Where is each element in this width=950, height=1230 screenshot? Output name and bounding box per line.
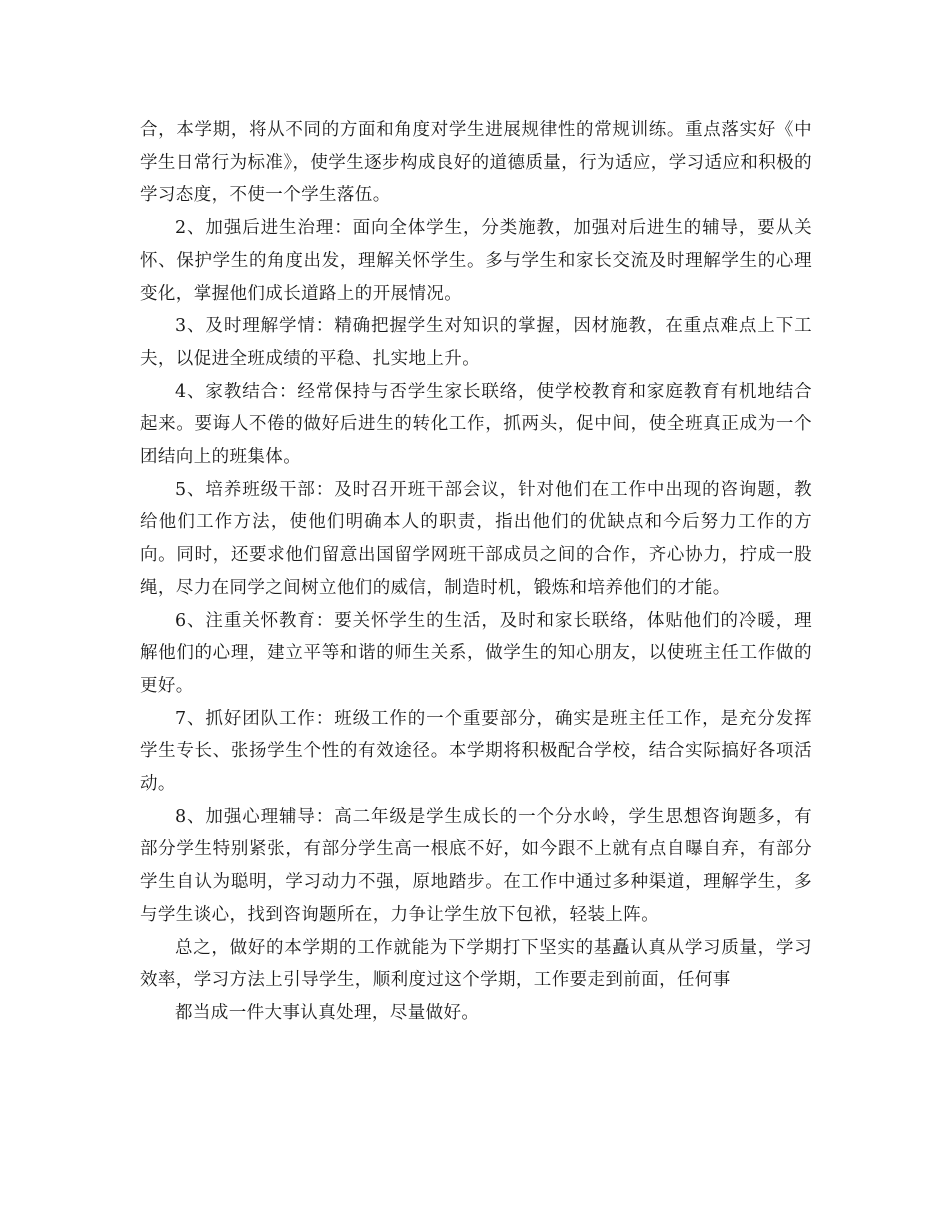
- paragraph-7: 7、抓好团队工作：班级工作的一个重要部分，确实是班主任工作，是充分发挥学生专长、张扬学生个性的有效途径。本学期将积极配合学校，结合实际搞好各项活动。: [140, 708, 812, 795]
- document-body: [140, 114, 812, 1030]
- paragraph-8: 8、加强心理辅导：高二年级是学生成长的一个分水岭，学生思想咨询题多，有部分学生特别紧张，有部分学生高一根底不好，如今跟不上就有点自曝自弃，有部分学生自认为聪明，学习动力不强，原地踏步。在工作中通过多种渠道，理解学生，多与学生谈心，找到咨询题所在，力争让学生放下包袱，轻装上阵。: [140, 806, 812, 925]
- paragraph-2: 2、加强后进生治理：面向全体学生，分类施教，加强对后进生的辅导，要从关怀、保护学生的角度出发，理解关怀学生。多与学生和家长交流及时理解学生的心理变化，掌握他们成长道路上的开展情况。: [140, 218, 812, 304]
- paragraph-3: 3、及时理解学情：精确把握学生对知识的掌握，因材施教，在重点难点上下工夫，以促进全班成绩的平稳、扎实地上升。: [140, 316, 812, 369]
- paragraph-4: 4、家教结合：经常保持与否学生家长联络，使学校教育和家庭教育有机地结合起来。要诲人不倦的做好后进生的转化工作，抓两头，促中间，使全班真正成为一个团结向上的班集体。: [140, 381, 812, 468]
- closing-line: 都当成一件大事认真处理，尽量做好。: [175, 1002, 480, 1023]
- paragraph-6: 6、注重关怀教育：要关怀学生的生活，及时和家长联络，体贴他们的冷暖，理解他们的心理，建立平等和谐的师生关系，做学生的知心朋友，以使班主任工作做的更好。: [140, 610, 812, 696]
- paragraph-1: 合，本学期，将从不同的方面和角度对学生进展规律性的常规训练。重点落实好《中学生日常行为标准》，使学生逐步构成良好的道德质量，行为适应，学习适应和积极的学习态度，不使一个学生落伍。: [140, 120, 812, 206]
- paragraph-9: 总之，做好的本学期的工作就能为下学期打下坚实的基矗认真从学习质量，学习效率，学习方法上引导学生，顺利度过这个学期，工作要走到前面，任何事: [140, 937, 812, 991]
- paragraph-5: 5、培养班级干部：及时召开班干部会议，针对他们在工作中出现的咨询题，教给他们工作方法，使他们明确本人的职责，指出他们的优缺点和今后努力工作的方向。同时，还要求他们留意出国留学网班干部成员之间的合作，齐心协力，拧成一股绳，尽力在同学之间树立他们的威信，制造时机，锻炼和培养他们的才能。: [140, 479, 812, 598]
